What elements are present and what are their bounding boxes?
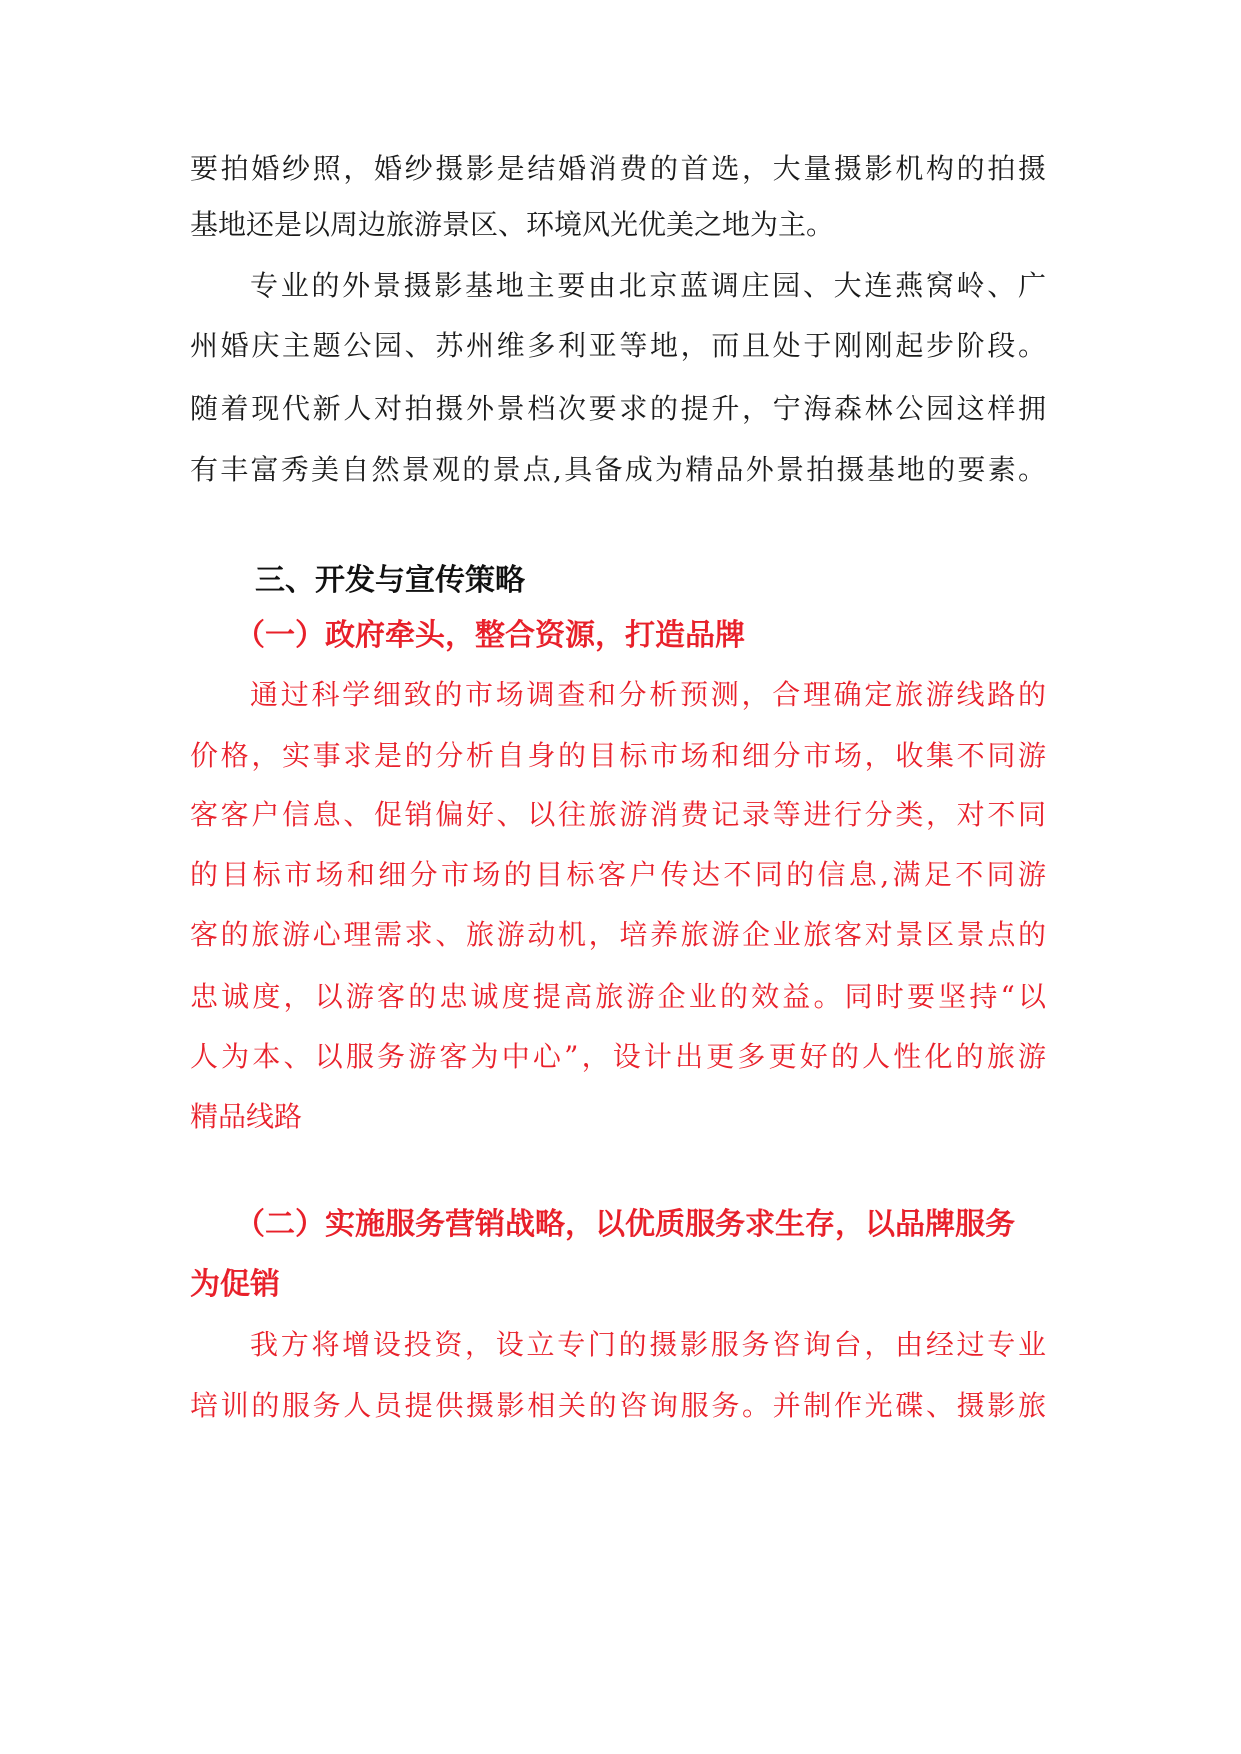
intro-line-1: 要拍婚纱照，婚纱摄影是结婚消费的首选，大量摄影机构的拍摄 bbox=[190, 152, 1046, 185]
sub1-line-4: 的目标市场和细分市场的目标客户传达不同的信息,满足不同游 bbox=[190, 858, 1046, 891]
subsection-2-title-line-1: （二）实施服务营销战略，以优质服务求生存，以品牌服务 bbox=[235, 1207, 1015, 1242]
sub1-line-6: 忠诚度，以游客的忠诚度提高旅游企业的效益。同时要坚持“以 bbox=[190, 980, 1046, 1013]
section-heading: 三、开发与宣传策略 bbox=[255, 563, 525, 598]
base-line-4: 有丰富秀美自然景观的景点,具备成为精品外景拍摄基地的要素。 bbox=[190, 453, 1046, 486]
subsection-1-title: （一）政府牵头，整合资源，打造品牌 bbox=[235, 618, 745, 653]
base-line-1: 专业的外景摄影基地主要由北京蓝调庄园、大连燕窝岭、广 bbox=[250, 269, 1046, 302]
sub1-line-2: 价格，实事求是的分析自身的目标市场和细分市场，收集不同游 bbox=[190, 739, 1046, 772]
sub1-line-7: 人为本、以服务游客为中心”，设计出更多更好的人性化的旅游 bbox=[190, 1040, 1046, 1073]
sub2-line-1: 我方将增设投资，设立专门的摄影服务咨询台，由经过专业 bbox=[250, 1328, 1046, 1361]
base-line-3: 随着现代新人对拍摄外景档次要求的提升，宁海森林公园这样拥 bbox=[190, 392, 1046, 425]
sub2-line-2: 培训的服务人员提供摄影相关的咨询服务。并制作光碟、摄影旅 bbox=[190, 1389, 1046, 1422]
sub1-line-3: 客客户信息、促销偏好、以往旅游消费记录等进行分类，对不同 bbox=[190, 798, 1046, 831]
sub1-line-5: 客的旅游心理需求、旅游动机，培养旅游企业旅客对景区景点的 bbox=[190, 918, 1046, 951]
sub1-line-8: 精品线路 bbox=[190, 1100, 303, 1133]
subsection-2-title-line-2: 为促销 bbox=[190, 1267, 280, 1302]
base-line-2: 州婚庆主题公园、苏州维多利亚等地，而且处于刚刚起步阶段。 bbox=[190, 329, 1046, 362]
intro-line-2: 基地还是以周边旅游景区、环境风光优美之地为主。 bbox=[190, 208, 835, 241]
sub1-line-1: 通过科学细致的市场调查和分析预测，合理确定旅游线路的 bbox=[250, 678, 1046, 711]
